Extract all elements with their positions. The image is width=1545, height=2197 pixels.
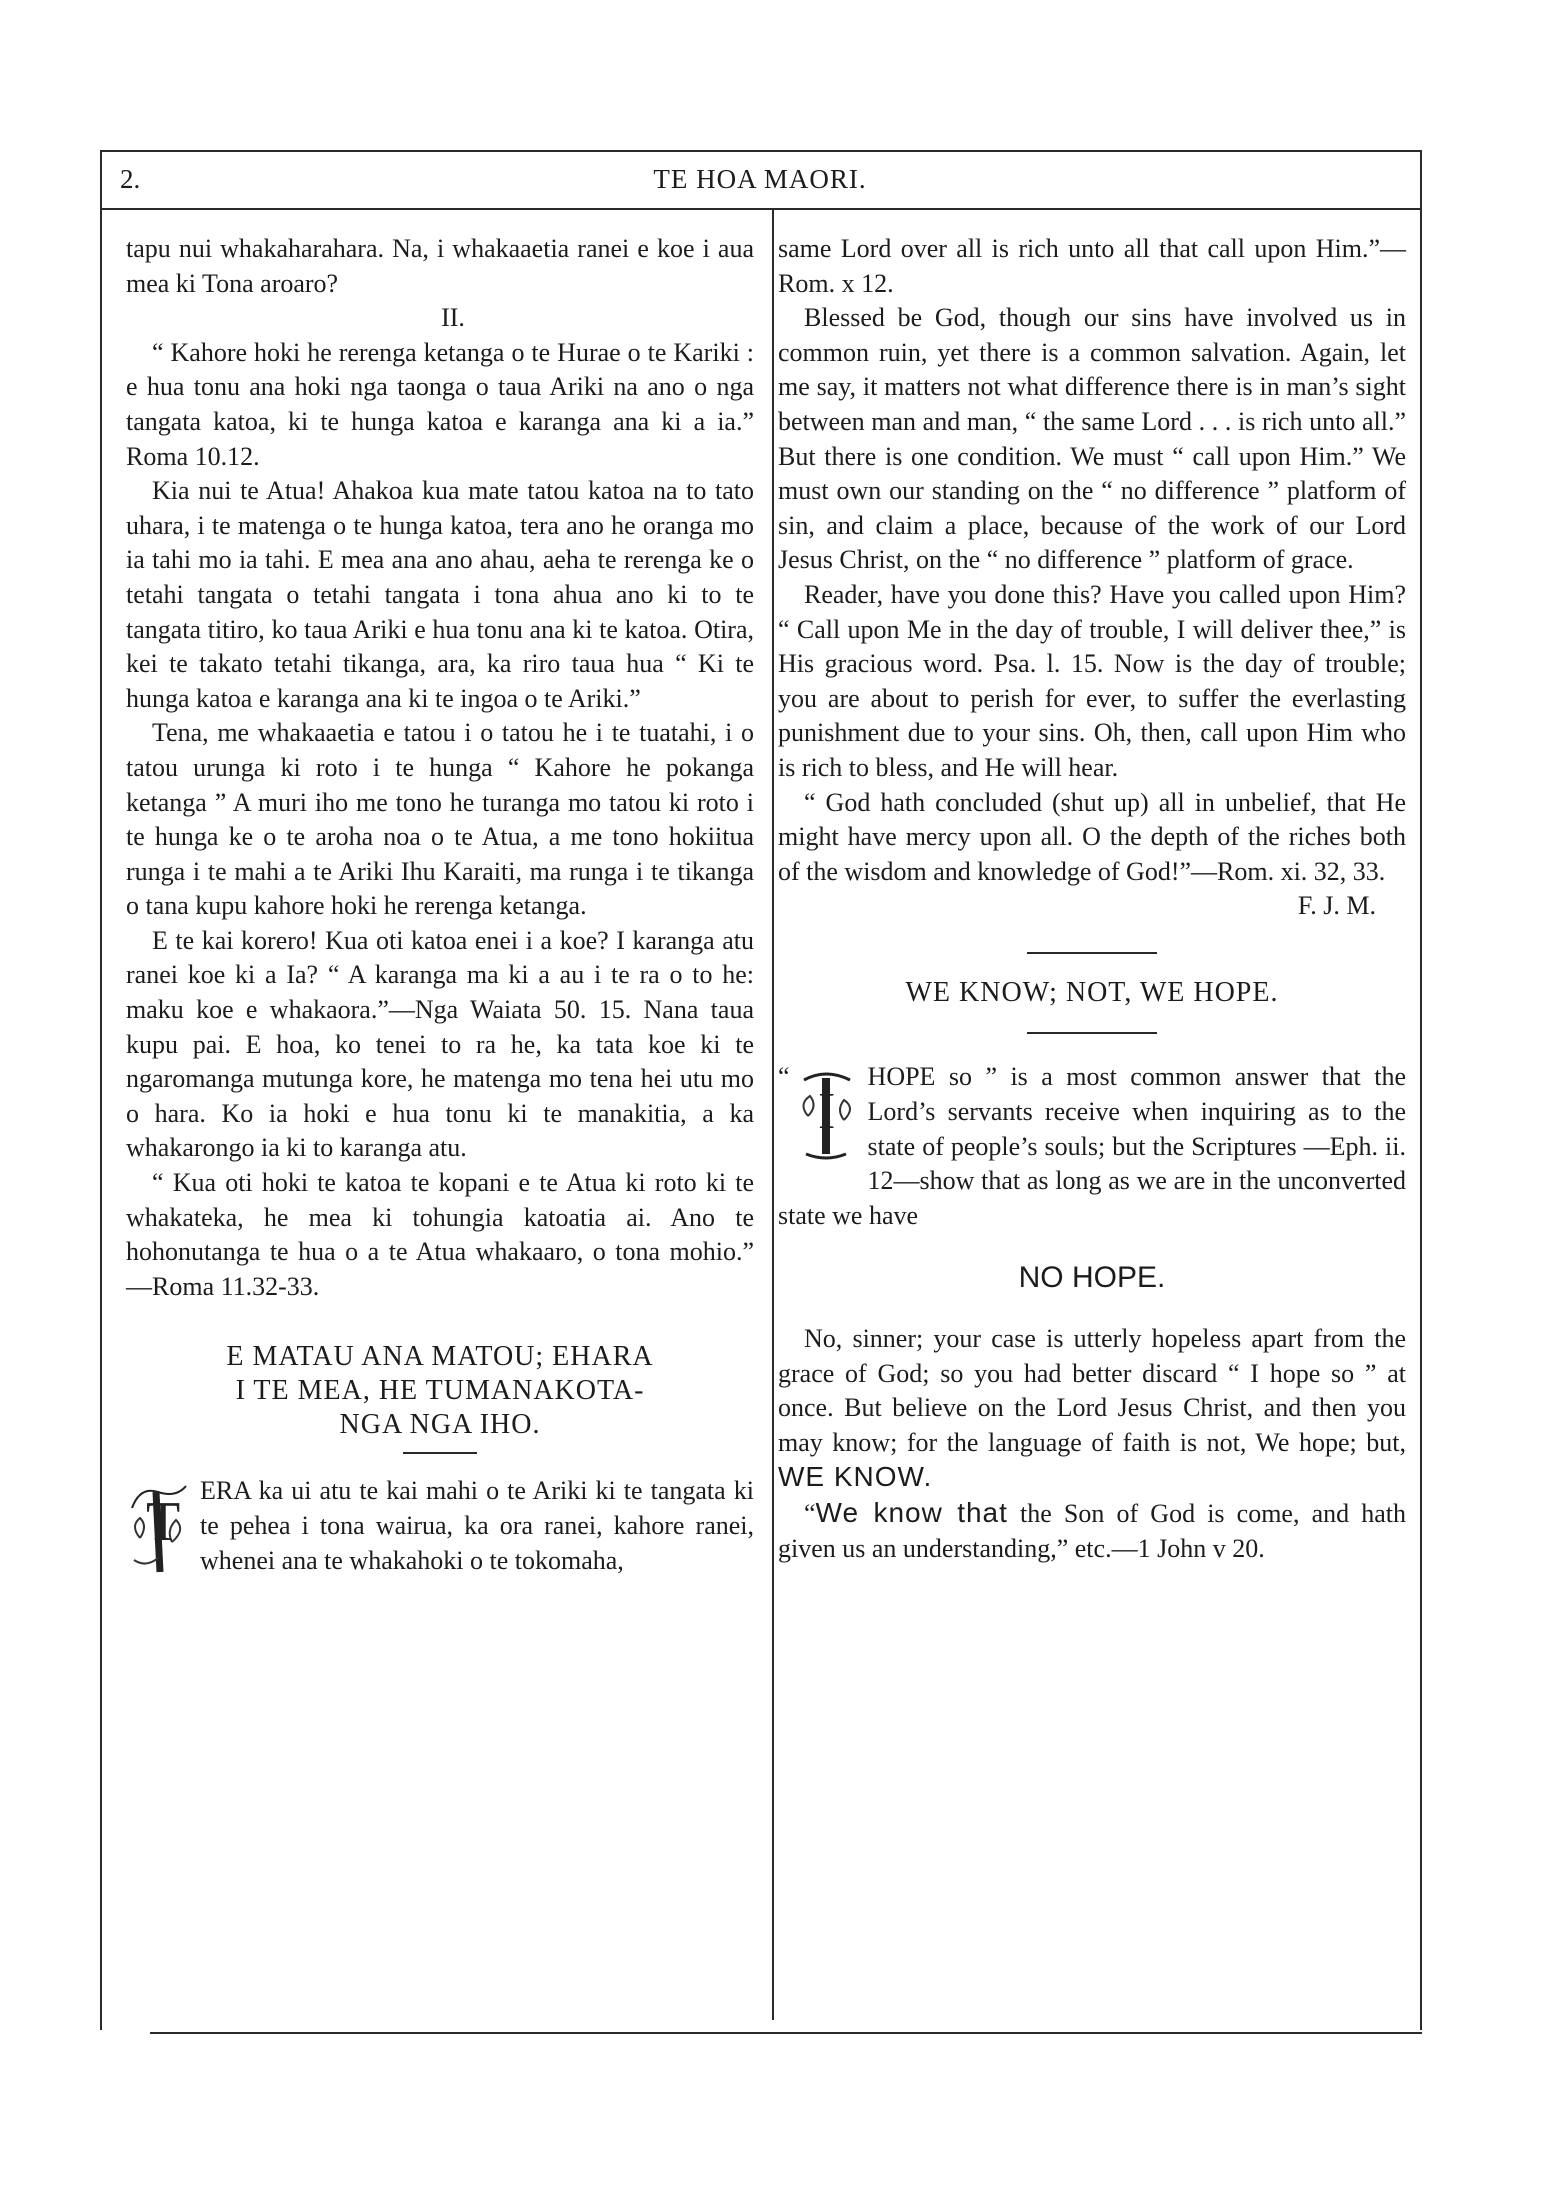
article-title-line: E MATAU ANA MATOU; EHARA [226,1341,654,1373]
paragraph-text: No, sinner; your case is utterly hopeless apart from the grace of God; so you had better discard “ I hope so ” at once. But believe on the Lord Jesus Christ, and then you may know; for the language of faith is not, We hope; but, [778,1324,1406,1457]
right-column [778,232,1406,1566]
bottom-rule [150,2032,1422,2034]
article-title [126,1340,754,1442]
dropcap-paragraph [778,1060,1406,1233]
paragraph: same Lord over all is rich unto all that call upon Him.”—Rom. x 12. [778,234,1406,298]
emphasis-text: We know that [815,1497,1008,1528]
paragraph: ERA ka ui atu te kai mahi o te Ariki ki te tangata ki te pehea i tona wairua, ka ora ranei, kahore ranei, whenei ana te whakahoki o te tokomaha, [200,1476,754,1575]
ornamental-dropcap-icon [794,1064,858,1164]
paragraph: tapu nui whakaharahara. Na, i whakaaetia ranei e koe i aua mea ki Tona aroaro? [126,234,754,298]
column-divider [772,210,774,2020]
section-numeral: II. [441,303,465,333]
publication-title: TE HOA MAORI. [653,164,867,194]
opening-quote: “ [804,1499,816,1528]
paragraph: Tena, me whakaaetia e tatou i o tatou he i te tuatahi, i o tatou urunga ki roto i te hunga “ Kahore he pokanga ketanga ” A muri iho me tono he turanga mo tatou ki roto i te hunga ke o te aroha noa o te Atua, a me tono hokiitua runga i te mahi a te Ariki Ihu Karaiti, ma runga i te tikanga o tana kupu kahore hoki he rerenga ketanga. [126,718,754,921]
dropcap-letter: I [817,1083,835,1141]
paragraph-text: the Son of God is come, and hath given us an understanding,” etc.—1 John v 20. [778,1499,1407,1563]
section-rule [1027,1032,1157,1034]
paragraph: Kia nui te Atua! Ahakoa kua mate tatou katoa na to tato uhara, i te matenga o te hunga katoa, tera ano he oranga mo ia tahi mo ia tahi. E mea ana ano ahau, aeha te rerenga ke o tetahi tangata o tetahi tangata i tona ahua ano ki to te tangata titiro, ko taua Ariki e hua tonu ana ki te katoa. Otira, kei te takato tetahi tikanga, ara, ka riro taua hua “ Ki te hunga katoa e karanga ana ki te ingoa o te Ariki.” [126,476,754,713]
paragraph: “ God hath concluded (shut up) all in unbelief, that He might have mercy upon all. O the depth of the riches both of the wisdom and knowledge of God!”—Rom. xi. 32, 33. [778,787,1406,886]
opening-quote: “ [778,1062,790,1092]
paragraph: Reader, have you done this? Have you called upon Him? “ Call upon Me in the day of trouble, I will deliver thee,” is His gracious word. Psa. l. 15. Now is the day of trouble; you are about to perish for ever, to suffer the everlasting punishment due to your sins. Oh, then, call upon Him who is rich to bless, and He will hear. [778,579,1406,782]
emphasis-text: WE KNOW. [778,1461,933,1493]
paragraph [778,1496,1406,1566]
paragraph: Blessed be God, though our sins have involved us in common ruin, yet there is a common salvation. Again, let me say, it matters not what difference there is in man’s sight between man and man, “ the same Lord . . . is rich unto all.” But there is one condition. We must “ call upon Him.” We must own our standing on the “ no difference ” platform of sin, and claim a place, because of the work of our Lord Jesus Christ, on the “ no difference ” platform of grace. [778,303,1406,575]
section-rule [1027,952,1157,954]
section-rule [403,1452,477,1454]
paragraph: “ Kua oti hoki te katoa te kopani e te Atua ki roto ki te whakateka, he mea ki tohungia katoatia ai. Ano te hohonutanga te hua o a te Atua whakaaro, o tona mohio.” —Roma 11.32-33. [126,1168,754,1301]
page-header [100,150,1420,210]
page-number: 2. [120,164,141,194]
paragraph: E te kai korero! Kua oti katoa enei i a koe? I karanga atu ranei koe ki a Ia? “ A karanga ma ki a au i te ra o to he: maku koe e whakaora.”—Nga Waiata 50. 15. Nana taua kupu pai. E hoa, ko tenei to ra he, ka tata koe ki te ngaromanga mutunga kore, he matenga mo tena hei utu mo o hara. Ko ia hoki e hua tonu ki te manakitia, a ka whakarongo ia ki to karanga atu. [126,925,754,1163]
paragraph: HOPE so ” is a most common answer that the Lord’s servants receive when inquiring as to the state of people’s souls; but the Scriptures —Eph. ii. 12—show that as long as we are in the unconverted state we have [778,1062,1406,1230]
ornamental-dropcap-icon [126,1478,190,1578]
author-signature: F. J. M. [1297,891,1376,921]
article-title: WE KNOW; NOT, WE HOPE. [905,976,1279,1008]
article-title-line: NGA NGA IHO. [339,1409,541,1441]
paragraph: “ Kahore hoki he rerenga ketanga o te Hurae o te Kariki : e hua tonu ana hoki nga taonga o taua Ariki na ano o nga tangata katoa, ki te hunga katoa e karanga ana ki a ia.” Roma 10.12. [126,337,754,471]
paragraph [778,1322,1406,1496]
article-title-line: I TE MEA, HE TUMANAKOTA- [235,1375,645,1407]
dropcap-letter: T [146,1491,181,1554]
dropcap-paragraph [126,1474,754,1578]
left-column [126,232,754,1578]
subheading: NO HOPE. [1018,1261,1166,1295]
